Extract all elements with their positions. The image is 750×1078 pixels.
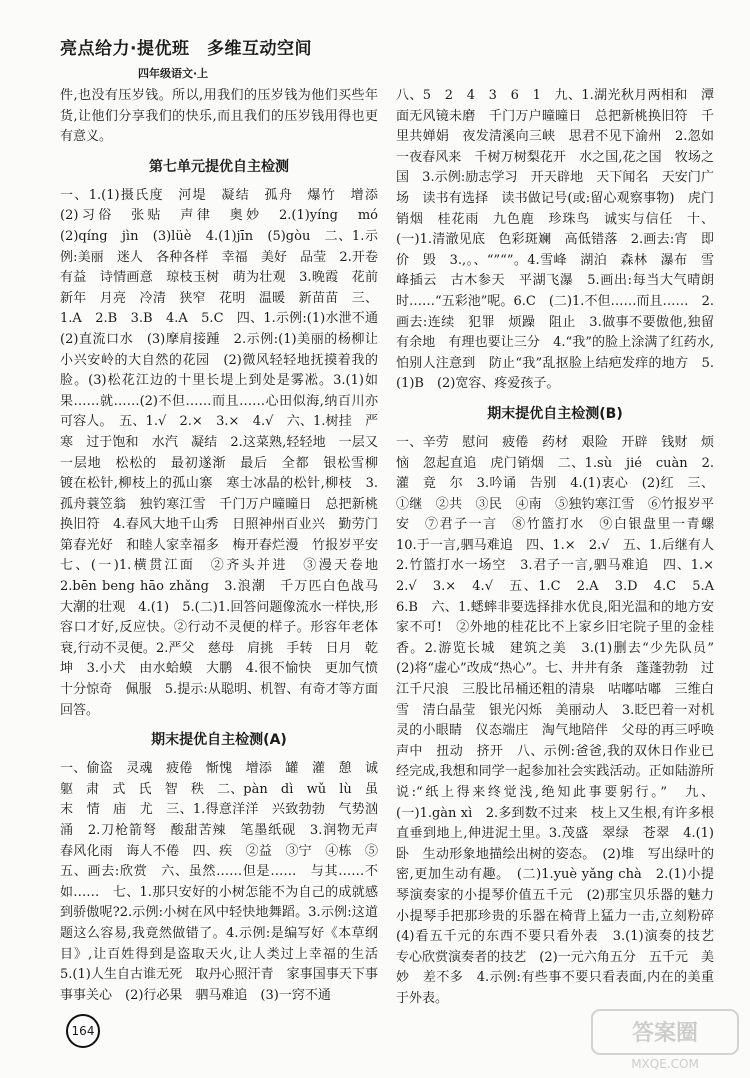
final-a-answers: 一、偷盗 灵魂 疲倦 惭愧 增添 罐 灌 憩 诚 躯 肃 式 氏 智 秩 二、pàn dì wǔ lù 虽 末 情 庙 尤 三、1.得意洋洋 兴致勃勃 气势汹涌 2.刀枪箭弩 酸甜苦辣 笔墨纸砚 3.润物无声 春风化雨 诲人不倦 四、疾 ②益 ③宁 ④栋 ⑤ 五、画去:欣赏 六、虽然……但是…… 与其……不如…… 七、1.那只安好的小树怎能不为自己的成就感到骄傲呢?2.示例:小树在风中轻快地舞蹈。3.示例:这道题这么容易,我竟然做错了。4.示例:是编写好《本草纲目》,让百姓得到是盗取天火,让人类过上幸福的生活 5.(1)人生自古谁无死 取丹心照汗青 家事国事天下事 事事关心 (2)行必果 驷马难追 (3)一窍不通 bbox=[60, 761, 392, 1003]
final-b-title: 期末提优自主检测(B) bbox=[487, 405, 623, 422]
right-column bbox=[396, 86, 728, 1010]
intro-paragraph: 件,也没有压岁钱。所以,用我们的压岁钱为他们买些年货,让他们分享我们的快乐,而且我们的压岁钱用得也更有意义。 bbox=[60, 88, 378, 145]
unit7-title: 第七单元提优自主检测 bbox=[149, 158, 289, 175]
page-number: 164 bbox=[66, 1014, 100, 1048]
series-title: 亮点给力·提优班 多维互动空间 bbox=[60, 39, 312, 59]
left-column bbox=[60, 86, 392, 1006]
svg-text:答案圈: 答案圈 bbox=[631, 1021, 699, 1046]
final-a-title: 期末提优自主检测(A) bbox=[151, 732, 287, 749]
page-header bbox=[60, 34, 312, 81]
svg-text:MXQE.COM: MXQE.COM bbox=[631, 1057, 699, 1071]
unit7-answers: 一、1.(1)摄氏度 河堤 凝结 孤舟 爆竹 增添 (2)习俗 张贴 声律 奥妙 2.(1)yíng mó (2)qíng jìn (3)lüè 4.(1)jīn (5)gòu 二、1.示例:美丽 迷人 各种各样 幸福 美好 品莹 2.开卷有益 诗情画意 琼枝玉树 萌为壮观 3.晚霞 花前 新年 月亮 冷清 狭窄 花明 温暖 新苗苗 三、1.A 2.B 3.B 4.A 5.C 四、1.示例:(1)水泄不通 (2)直流口水 (3)摩肩接踵 2.示例:(1)美丽的杨柳让小兴安岭的大自然的花园 (2)微风轻轻地抚摸着我的脸。(3)松花江边的十里长堤上到处是雾凇。3.(1)如果……就……(2)不但……而且……心田似海,纳百川亦可容人。 五、1.√ 2.× 3.× 4.√ 六、1.树挂 严寒 过于饱和 水汽 凝结 2.这菜熟,轻轻地 一层又一层地 松松的 最初遂渐 最后 全都 银松雪柳 镀在松针,柳枝上的孤山寨 寒士冰晶的松针,柳枝 3.孤舟蓑笠翁 独钓寒江雪 千门万户曈曈日 总把新桃换旧符 4.春风大地千山秀 日照神州百业兴 勤劳门第春光好 和睦人家幸福多 梅开春烂漫 竹报岁平安 七、(一)1.横贯江面 ②齐头并进 ③漫天卷地 2.bēn beng hāo zhǎng 3.浪潮 千万匹白色战马 大潮的壮观 4.(1) 5.(二)1.回答问题像流水一样快,形容口才好,反应快。②行动不灵便的样子。形容年老体衰,行动不灵便。2.严父 慈母 肩挑 手转 日月 乾坤 3.小犬 由水蛤蟆 大鹏 4.很不愉快 更加气愤 十分惊奇 佩服 5.提示:从聪明、机智、有奇才等方面回答。 bbox=[60, 187, 392, 718]
watermark-logo bbox=[590, 1006, 740, 1072]
grade-subtitle: 四年级语文·上 bbox=[138, 67, 209, 80]
continued-answers: 八、5 2 4 3 6 1 九、1.湖光秋月两相和 潭面无风镜未磨 千门万户曈曈日 总把新桃换旧符 千里共婵娟 夜发清溪向三峡 思君不见下渝州 2.忽如一夜春风来 千树万树梨花开 水之国,花之国 牧场之国 3.示例:励志学习 开天辟地 天下闻名 天安门广场 读书有选择 读书做记号(或:留心观察事物) 虎门销烟 桂花雨 九色鹿 珍珠鸟 诚实与信任 十、(一)1.清澈见底 色彩斑斓 高低错落 2.画去:宵 即 价 毁 3.,。、“”“”。4.雪峰 湖泊 森林 瀑布 雪峰插云 古木参天 平湖飞瀑 5.画出:每当大气晴朗时……“五彩池”呢。6.C (二)1.不但……而且…… 2.画去:连续 犯罪 烦躁 阻止 3.做事不要傲他,独留有余地 有理也要让三分 4.“我”的脸上涂满了红药水,怕别人注意到 防止“我”乱抠脸上结疤发痒的地方 5.(1)B (2)宽容、疼爱孩子。 bbox=[396, 88, 728, 392]
final-b-answers: 一、辛劳 慰问 疲倦 药材 艰险 开辟 钱财 烦恼 忽起直追 虎门销烟 二、1.sù jié cuàn 2.灌 竟 尔 3.吟诵 告别 4.(1)衷心 (2)红 三、①继 ②共 ③民 ④南 ⑤独钓寒江雪 ⑥竹报岁平安 ⑦君子一言 ⑧竹篮打水 ⑨白银盘里一青螺 10.于一言,驷马难追 四、1.× 2.√ 五、1.后继有人 2.竹篮打水一场空 3.君子一言,驷马难追 四、1.× 2.√ 3.× 4.√ 五、1.C 2.A 3.D 4.C 5.A 6.B 六、1.蟋蟀非要选择排水优良,阳光温和的地方安家不可! ②外地的桂花比不上家乡旧宅院子里的金桂香。2.游览长城 建筑之美 3.(1)删去“少先队员” (2)将“虚心”改成“热心”。七、井井有条 蓬蓬勃勃 过江千尺浪 三股比吊桶还粗的清泉 咕嘟咕嘟 三维白雪 清白晶莹 银光闪烁 美丽动人 3.眨巴着一对机灵的小眼睛 仪态端庄 淘气地陪伴 父母的再三呼唤声中 扭动 挤开 八、示例:爸爸,我的双休日作业已经完成,我想和同学一起参加社会实践活动。正如陆游所说:“纸上得来终觉浅,绝知此事要躬行。” 九、(一)1.gàn xì 2.多到数不过来 枝上又生根,有许多根直垂到地上,伸进泥土里。3.茂盛 翠绿 苍翠 4.(1)卧 生动形象地描绘出树的姿态。 (2)堆 写出绿叶的密,更加生动有趣。 (二)1.yuè yǎng chà 2.(1)小提琴演奏家的小提琴价值五千元 (2)那宝贝乐器的魅力 小提琴手把那珍贵的乐器在椅背上猛力一击,立刻粉碎 (4)看五千元的东西不要只看外表 3.(1)演奏的技艺 专心欣赏演奏者的技艺 (2)一元六角五分 五千元 美妙 差不多 4.示例:有些事不要只看表面,内在的美重于外表。 bbox=[396, 434, 728, 1006]
